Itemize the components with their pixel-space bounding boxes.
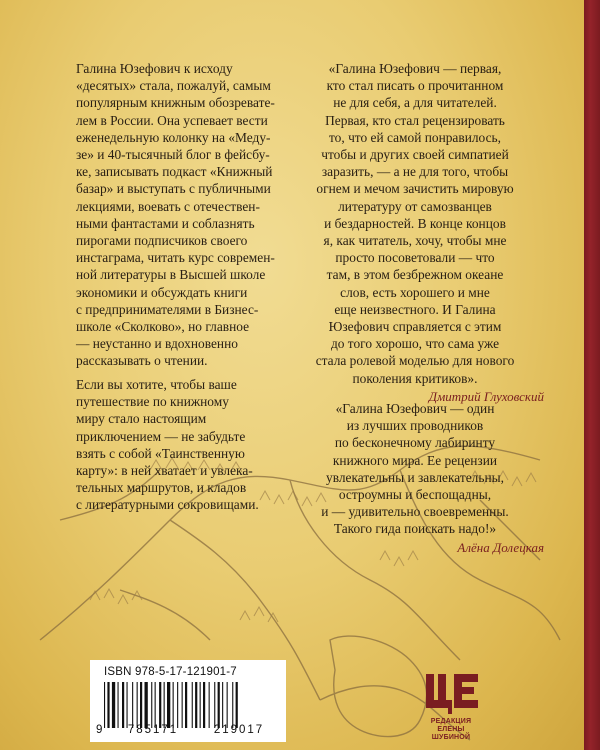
bio-line: базар» и выступать с публичными xyxy=(76,181,271,197)
description-line: миру стало настоящим xyxy=(76,411,207,427)
quote-line: заразить, — а не для того, чтобы xyxy=(321,164,509,180)
publisher-line1: РЕДАКЦИЯ xyxy=(430,718,472,725)
quote-line: просто посоветовали — что xyxy=(335,250,495,266)
quote-line: слов, есть хорошего и мне xyxy=(340,284,490,300)
bio-line: пирогами подписчиков своего xyxy=(76,233,248,249)
quote-line: не для себя, а для читателей. xyxy=(333,95,497,111)
quote-line: я, как читатель, хочу, чтобы мне xyxy=(323,233,507,249)
bio-line: Галина Юзефович к исходу xyxy=(76,61,233,76)
bio-line: лем в России. Она успевает вести xyxy=(76,112,268,128)
quote-line: Юзефович справляется с этим xyxy=(328,319,502,335)
quote-line: по бесконечному лабиринту xyxy=(334,435,496,451)
bio-line: ной литературы в Высшей школе xyxy=(76,267,266,283)
quote-glukhovsky xyxy=(286,60,544,405)
quote-line: поколения критиков». xyxy=(352,370,478,386)
quote-line: до того хорошо, что сама уже xyxy=(330,336,500,352)
barcode-digit-group-right: 219017 xyxy=(213,724,265,736)
barcode-digit-prefix: 9 xyxy=(96,724,103,736)
bio-line: инстаграма, читать курс современ- xyxy=(76,250,275,266)
quote-line: книжного мира. Ее рецензии xyxy=(332,452,498,468)
quote-line: из лучших проводников xyxy=(346,418,484,434)
description-line: карту»: в ней хватает и увлека- xyxy=(76,463,253,479)
barcode-digits xyxy=(96,724,282,736)
quote-line: кто стал писать о прочитанном xyxy=(326,78,504,94)
author-bio-paragraph xyxy=(76,60,275,370)
bio-line: ными фантастами и соблазнять xyxy=(76,215,255,231)
bio-line: еженедельную колонку на «Меду- xyxy=(76,129,271,145)
quote-line: «Галина Юзефович — один xyxy=(335,401,495,416)
publisher-logo xyxy=(420,670,482,742)
quote-line: остроумны и беспощадны, xyxy=(338,487,492,503)
bio-line: лекциями, воевать с отечествен- xyxy=(76,198,260,214)
bio-line: популярным книжным обозревате- xyxy=(76,95,275,111)
quote-author: Дмитрий Глуховский xyxy=(428,388,544,404)
quote-line: там, в этом безбрежном океане xyxy=(326,267,504,283)
quote-line: увлекательны и завлекательны, xyxy=(326,469,504,485)
quote-line: еще неизвестного. И Галина xyxy=(334,301,496,317)
quote-line: Первая, кто стал рецензировать xyxy=(325,112,505,128)
quote-line: «Галина Юзефович — первая, xyxy=(328,61,502,76)
quote-line: литературу от самозванцев xyxy=(338,198,492,214)
quote-line: и бездарностей. В конце концов xyxy=(324,215,506,231)
isbn-barcode xyxy=(90,660,286,742)
bio-line: зе» и 40-тысячный блог в фейсбу- xyxy=(76,147,270,163)
quote-line: то, что ей самой понравилось, xyxy=(329,129,501,145)
publisher-name xyxy=(420,718,482,742)
quote-line: чтобы и других своей симпатией xyxy=(321,147,509,163)
publisher-logo-mark xyxy=(420,670,482,716)
description-line: путешествие по книжному xyxy=(76,394,229,410)
description-line: приключением — не забудьте xyxy=(76,428,246,444)
description-line: Если вы хотите, чтобы ваше xyxy=(76,377,237,392)
bio-line: экономики и обсуждать книги xyxy=(76,284,248,300)
bio-line: ке, записывать подкаст «Книжный xyxy=(76,164,273,180)
quote-line: Такого гида поискать надо!» xyxy=(333,521,497,537)
bio-line: «десятых» стала, пожалуй, самым xyxy=(76,78,271,94)
book-spine-edge xyxy=(584,0,600,750)
publisher-line2: ЕЛЕНЫ ШУБИНОЙ xyxy=(431,726,471,741)
bio-line: школе «Сколково», но главное xyxy=(76,319,250,335)
barcode-bars xyxy=(104,682,274,728)
quote-line: и — удивительно своевременны. xyxy=(321,504,509,520)
quote-line: стала ролевой моделью для нового xyxy=(315,353,515,369)
barcode-digit-group-left: 785171 xyxy=(127,724,179,736)
book-description-paragraph xyxy=(76,376,259,514)
quote-doletskaya xyxy=(286,400,544,556)
bio-line: — неустанно и вдохновенно xyxy=(76,336,238,352)
description-line: взять с собой «Таинственную xyxy=(76,445,245,461)
bio-line: рассказывать о чтении. xyxy=(76,353,208,369)
quote-line: огнем и мечом зачистить мировую xyxy=(316,181,514,197)
isbn-label: ISBN 978-5-17-121901-7 xyxy=(104,666,237,678)
bio-line: с предпринимателями в Бизнес- xyxy=(76,301,259,317)
quote-author: Алёна Долецкая xyxy=(457,539,544,555)
description-line: с литературными сокровищами. xyxy=(76,497,259,513)
description-line: тельных маршрутов, и кладов xyxy=(76,480,247,496)
